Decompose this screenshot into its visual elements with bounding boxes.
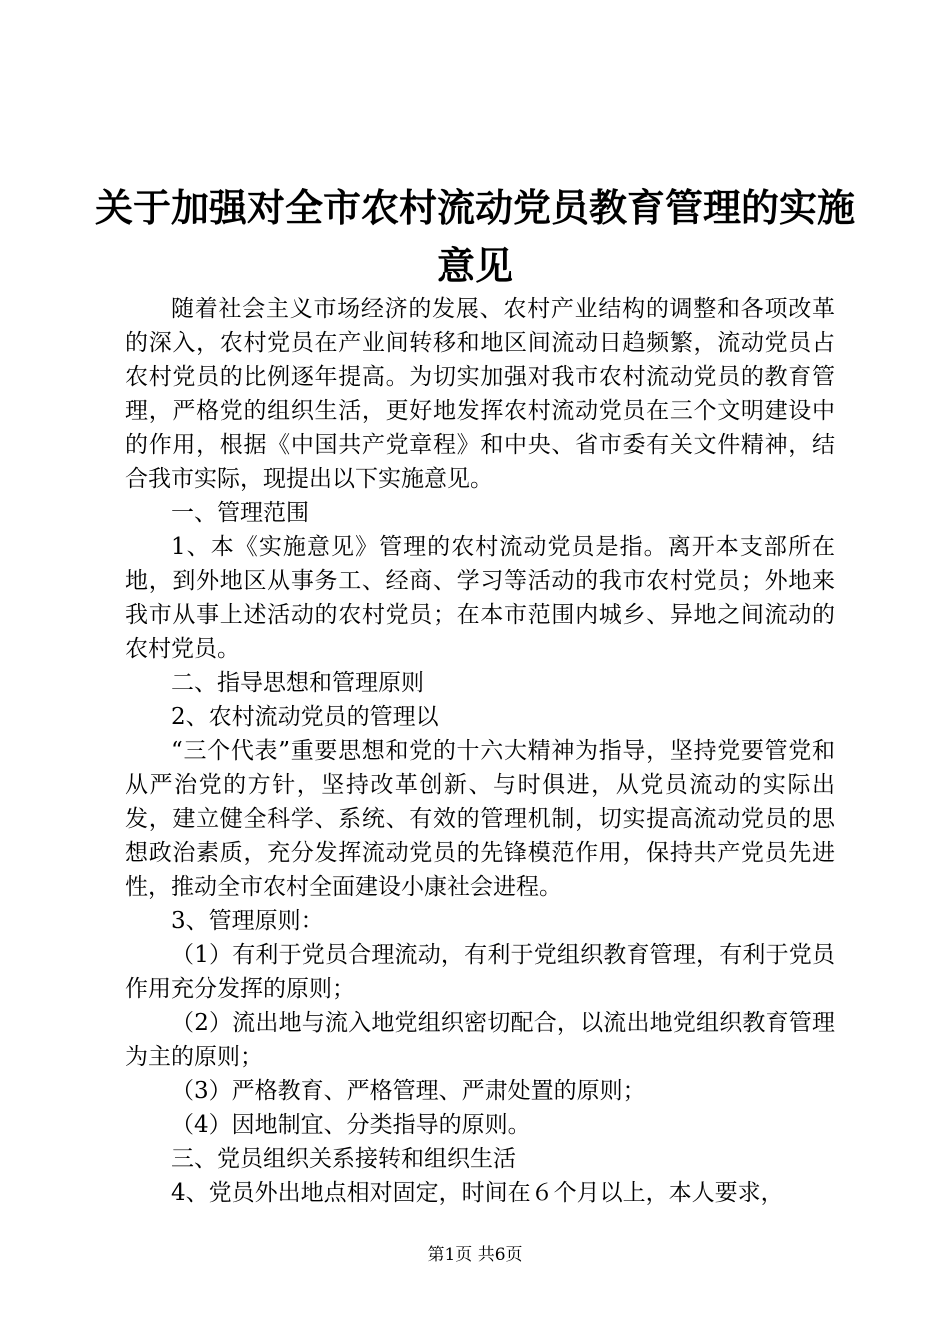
paragraph-4: 4、党员外出地点相对固定，时间在６个月以上，本人要求， xyxy=(171,1180,784,1206)
paragraph-3: 3、管理原则： xyxy=(171,908,324,934)
section-heading-3: 三、党员组织关系接转和组织生活 xyxy=(171,1146,516,1172)
section-heading-2: 二、指导思想和管理原则 xyxy=(171,670,424,696)
document-title-line-2: 意见 xyxy=(436,244,513,288)
paragraph-2-continued: “三个代表”重要思想和党的十六大精神为指导，坚持党要管党和从严治党的方针，坚持改革创新、与时俱进，从党员流动的实际出发，建立健全科学、系统、有效的管理机制，切实提高流动党员的思想政治素质，充分发挥流动党员的先锋模范作用，保持共产党员先进性，推动全市农村全面建设小康社会进程。 xyxy=(125,738,835,900)
principle-1: （1）有利于党员合理流动，有利于党组织教育管理，有利于党员作用充分发挥的原则； xyxy=(125,942,835,1002)
section-heading-1: 一、管理范围 xyxy=(171,500,309,526)
paragraph-2: 2、农村流动党员的管理以 xyxy=(171,704,439,730)
principle-3: （3）严格教育、严格管理、严肃处置的原则； xyxy=(171,1078,646,1104)
document-body xyxy=(125,292,835,1210)
page-number: 第1页 共6页 xyxy=(427,1245,523,1265)
paragraph-1: 1、本《实施意见》管理的农村流动党员是指。离开本支部所在地，到外地区从事务工、经商、学习等活动的我市农村党员；外地来我市从事上述活动的农村党员；在本市范围内城乡、异地之间流动的农村党员。 xyxy=(125,534,835,662)
principle-4: （4）因地制宜、分类指导的原则。 xyxy=(171,1112,531,1138)
principle-2: （2）流出地与流入地党组织密切配合，以流出地党组织教育管理为主的原则； xyxy=(125,1010,835,1070)
intro-paragraph: 随着社会主义市场经济的发展、农村产业结构的调整和各项改革的深入，农村党员在产业间转移和地区间流动日趋频繁，流动党员占农村党员的比例逐年提高。为切实加强对我市农村流动党员的教育管理，严格党的组织生活，更好地发挥农村流动党员在三个文明建设中的作用，根据《中国共产党章程》和中央、省市委有关文件精神，结合我市实际，现提出以下实施意见。 xyxy=(125,296,835,492)
document-title-line-1: 关于加强对全市农村流动党员教育管理的实施 xyxy=(94,186,855,230)
